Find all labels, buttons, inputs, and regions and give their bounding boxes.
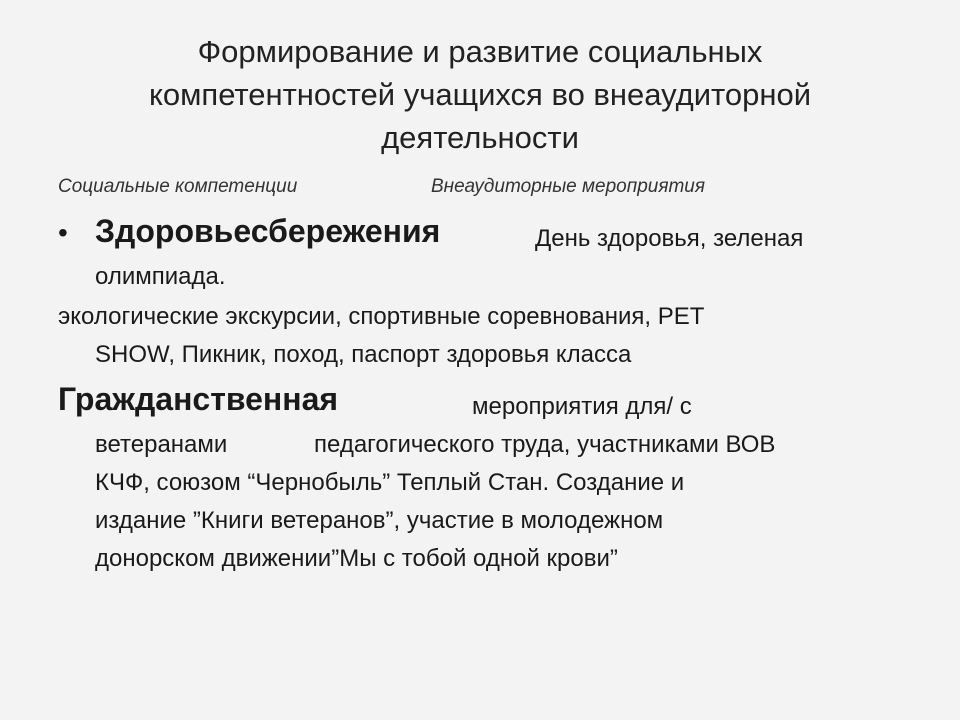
title-line-1: Формирование и развитие социальных [197, 34, 763, 69]
citizenship-text-line-5: донорском движении”Мы с тобой одной крови” [95, 545, 618, 572]
citizenship-text-line-1: мероприятия для/ с [472, 393, 692, 420]
column-subheadings [58, 176, 918, 198]
health-saving-text-line-1: День здоровья, зеленая [535, 225, 804, 252]
ecology-events-line-1: экологические экскурсии, спортивные соревнования, PET [58, 303, 705, 330]
citizenship-heading: Гражданственная [58, 381, 339, 417]
subheading-extracurricular-activities: Внеаудиторные мероприятия [431, 176, 706, 197]
slide-title [80, 30, 880, 159]
citizenship-text-line-4: издание ”Книги ветеранов”, участие в молодежном [95, 507, 664, 534]
health-saving-text-line-2: олимпиада. [95, 263, 226, 290]
health-saving-heading: Здоровьесбережения [95, 213, 441, 249]
citizenship-text-line-2b: педагогического труда, участниками ВОВ [314, 431, 776, 458]
title-line-2: компетентностей учащихся во внеаудиторной [148, 77, 812, 112]
bullet-icon: • [58, 217, 68, 248]
citizenship-text-line-2a: ветеранами [95, 431, 228, 458]
title-line-3: деятельности [381, 120, 579, 155]
citizenship-text-line-3: КЧФ, союзом “Чернобыль” Теплый Стан. Создание и [95, 469, 685, 496]
ecology-events-line-2: SHOW, Пикник, поход, паспорт здоровья класса [95, 341, 632, 368]
subheading-social-competencies: Социальные компетенции [58, 176, 298, 197]
